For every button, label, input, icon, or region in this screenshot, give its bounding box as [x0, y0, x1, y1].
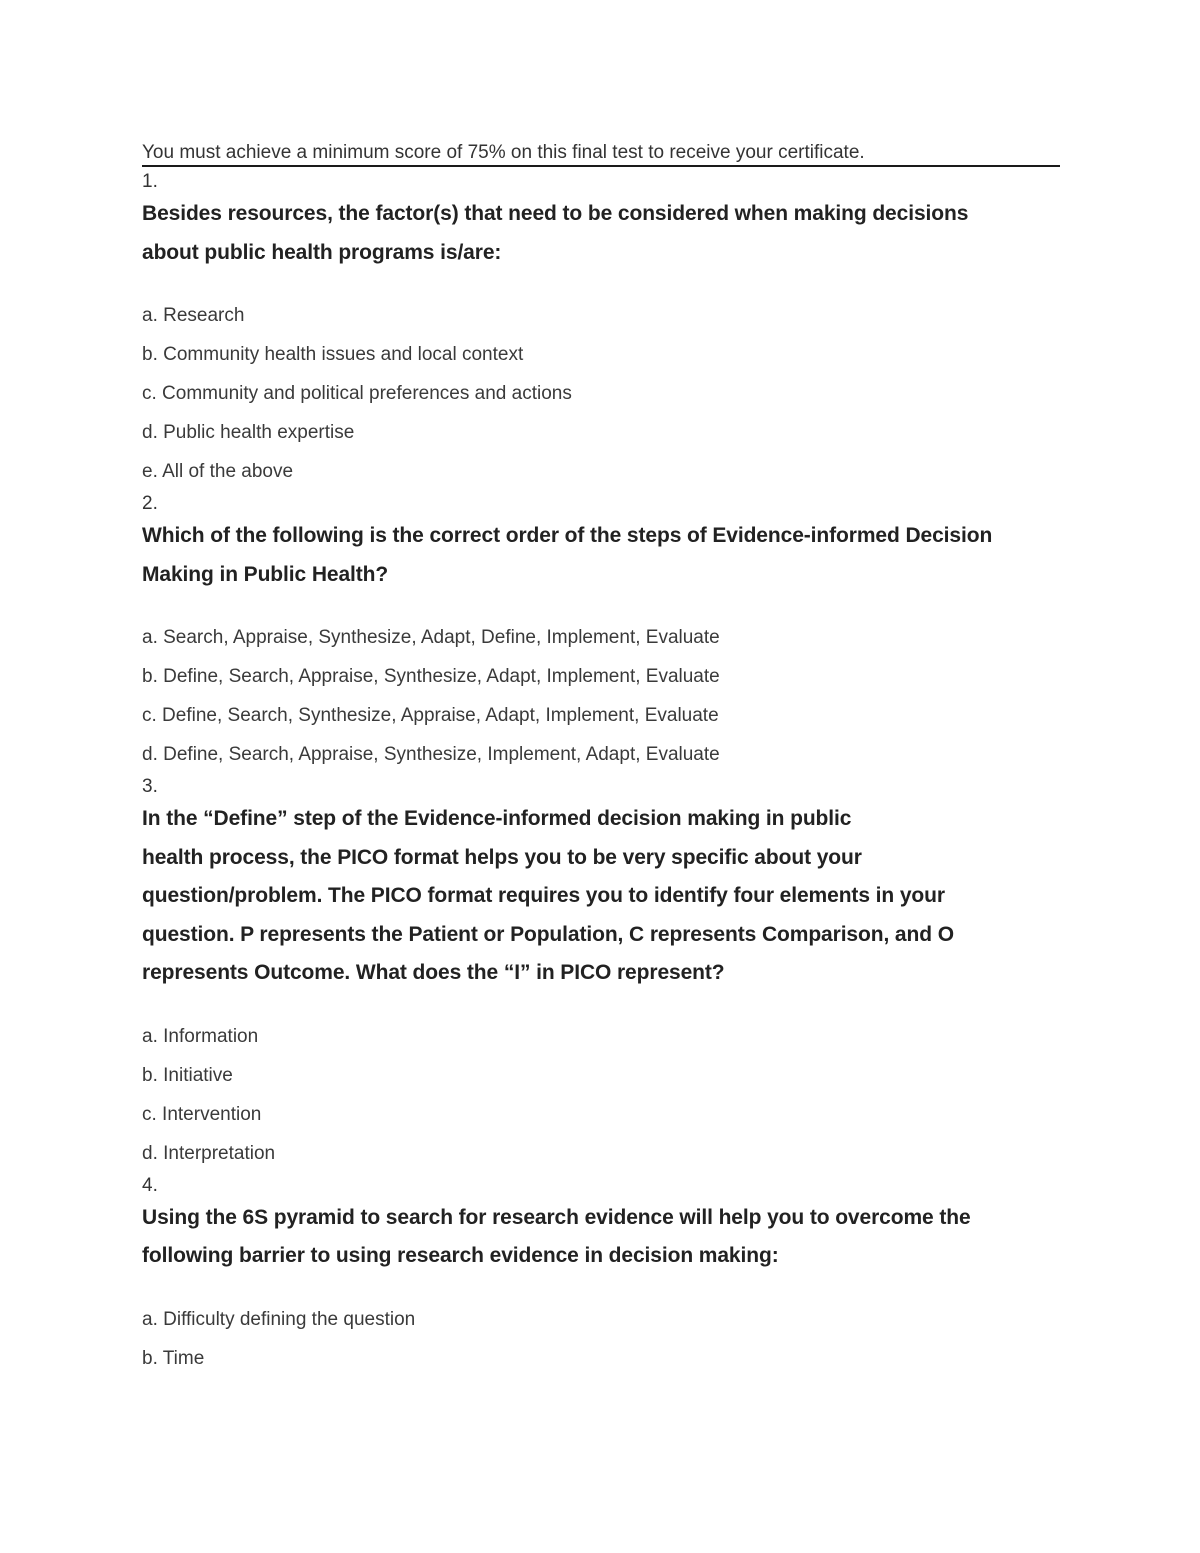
- question-line: following barrier to using research evidence in decision making:: [142, 1244, 779, 1267]
- question-number: 2.: [142, 493, 158, 514]
- question-text: [142, 800, 1060, 993]
- answer-option: c. Define, Search, Synthesize, Appraise, Adapt, Implement, Evaluate: [142, 705, 719, 726]
- answer-option: a. Information: [142, 1025, 259, 1047]
- question-line: Which of the following is the correct order of the steps of Evidence-informed Decision: [142, 524, 993, 547]
- question-text: [142, 195, 1060, 272]
- question-text: [142, 1199, 1060, 1276]
- question-text: [142, 517, 1060, 594]
- question-line: Making in Public Health?: [142, 562, 389, 586]
- question-line: In the “Define” step of the Evidence-informed decision making in public: [142, 807, 852, 830]
- question-line: question/problem. The PICO format requires you to identify four elements in your: [142, 884, 945, 907]
- answer-option: b. Community health issues and local context: [142, 344, 524, 365]
- question-line: about public health programs is/are:: [142, 240, 502, 264]
- question-line: represents Outcome. What does the “I” in PICO represent?: [142, 961, 725, 984]
- document-page: [142, 141, 1060, 1378]
- answer-options: [142, 296, 1060, 491]
- question-line: Besides resources, the factor(s) that need to be considered when making decisions: [142, 202, 969, 225]
- answer-option: b. Define, Search, Appraise, Synthesize, Adapt, Implement, Evaluate: [142, 666, 720, 687]
- answer-option: b. Initiative: [142, 1064, 233, 1086]
- question-line: Using the 6S pyramid to search for research evidence will help you to overcome the: [142, 1205, 971, 1229]
- question-line: question. P represents the Patient or Population, C represents Comparison, and O: [142, 922, 954, 946]
- intro-text: You must achieve a minimum score of 75% on this final test to receive your certificate.: [142, 141, 1060, 167]
- question-line: health process, the PICO format helps you to be very specific about your: [142, 845, 862, 869]
- answer-option: e. All of the above: [142, 461, 294, 482]
- answer-option: b. Time: [142, 1347, 205, 1369]
- answer-option: c. Community and political preferences and actions: [142, 383, 572, 404]
- question-number: 4.: [142, 1174, 158, 1196]
- question-1: [142, 169, 1060, 491]
- question-4: [142, 1173, 1060, 1378]
- answer-options: [142, 1017, 1060, 1173]
- answer-option: a. Research: [142, 305, 245, 326]
- answer-option: a. Difficulty defining the question: [142, 1308, 416, 1330]
- answer-option: c. Intervention: [142, 1103, 262, 1125]
- answer-option: d. Define, Search, Appraise, Synthesize, Implement, Adapt, Evaluate: [142, 744, 720, 765]
- question-number: 3.: [142, 776, 158, 797]
- question-3: [142, 774, 1060, 1173]
- answer-option: d. Interpretation: [142, 1142, 276, 1164]
- question-number: 1.: [142, 171, 158, 192]
- answer-options: [142, 618, 1060, 774]
- answer-option: d. Public health expertise: [142, 422, 355, 443]
- answer-option: a. Search, Appraise, Synthesize, Adapt, Define, Implement, Evaluate: [142, 627, 720, 648]
- question-2: [142, 491, 1060, 774]
- answer-options: [142, 1300, 1060, 1378]
